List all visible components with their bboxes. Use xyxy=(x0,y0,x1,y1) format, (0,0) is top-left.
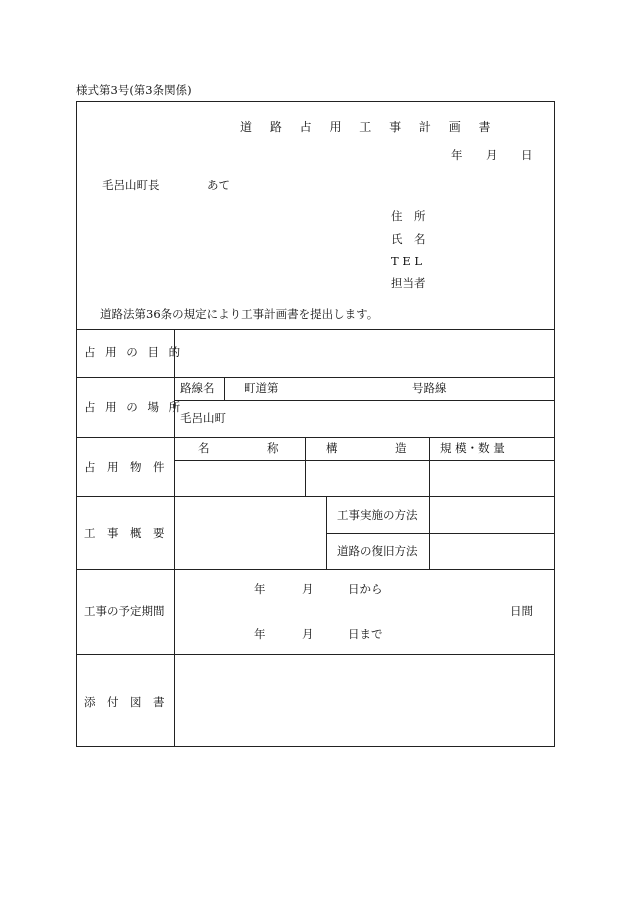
route-name-label: 路線名 xyxy=(180,381,215,395)
objects-col-scale: 規 模・数 量 xyxy=(440,441,505,455)
period-end-year: 年 xyxy=(254,627,266,641)
objects-col-structure: 構 造 xyxy=(326,441,407,455)
date-month-label: 月 xyxy=(486,148,498,162)
period-days-label: 日間 xyxy=(510,604,533,618)
divider-overview-mid xyxy=(326,533,555,534)
construction-method-label: 工事実施の方法 xyxy=(337,508,418,522)
divider-route xyxy=(175,400,555,401)
period-end-month: 月 xyxy=(302,627,314,641)
objects-col-name: 名 称 xyxy=(198,441,279,455)
form-frame xyxy=(76,101,555,747)
divider-overview xyxy=(76,569,555,570)
divider-header xyxy=(76,329,555,330)
divider-objects xyxy=(76,496,555,497)
divider-objects-header xyxy=(175,460,555,461)
purpose-label: 占 用 の 目 的 xyxy=(84,345,184,359)
form-title: 道 路 占 用 工 事 計 画 書 xyxy=(240,120,498,134)
date-year-label: 年 xyxy=(451,148,463,162)
divider-location xyxy=(76,437,555,438)
divider-overview-col1 xyxy=(326,496,327,569)
overview-label: 工 事 概 要 xyxy=(84,526,165,540)
divider-overview-col2 xyxy=(429,496,430,569)
route-suffix: 号路線 xyxy=(412,381,447,395)
attachments-label: 添 付 図 書 xyxy=(84,695,165,709)
divider-label-column xyxy=(174,329,175,747)
applicant-name-label: 氏 名 xyxy=(391,232,426,246)
applicant-tel-label: T E L xyxy=(391,254,423,268)
restoration-method-label: 道路の復旧方法 xyxy=(337,544,418,558)
divider-route-label xyxy=(224,377,225,400)
applicant-address-label: 住 所 xyxy=(391,209,426,223)
location-town: 毛呂山町 xyxy=(180,411,226,425)
submission-statement: 道路法第36条の規定により工事計画書を提出します。 xyxy=(100,307,379,321)
applicant-person-label: 担当者 xyxy=(391,276,426,290)
objects-label: 占 用 物 件 xyxy=(84,460,165,474)
divider-objects-col1 xyxy=(305,437,306,496)
period-label: 工事の予定期間 xyxy=(84,604,165,618)
date-day-label: 日 xyxy=(521,148,533,162)
location-label: 占 用 の 場 所 xyxy=(84,400,184,414)
route-prefix: 町道第 xyxy=(244,381,279,395)
divider-purpose xyxy=(76,377,555,378)
divider-objects-col2 xyxy=(429,437,430,496)
period-end-day: 日まで xyxy=(348,627,383,641)
addressee-suffix: あて xyxy=(207,178,230,192)
period-start-month: 月 xyxy=(302,582,314,596)
form-number-label: 様式第3号(第3条関係) xyxy=(76,83,192,97)
period-start-day: 日から xyxy=(348,582,383,596)
addressee-name: 毛呂山町長 xyxy=(102,178,160,192)
divider-period xyxy=(76,654,555,655)
period-start-year: 年 xyxy=(254,582,266,596)
